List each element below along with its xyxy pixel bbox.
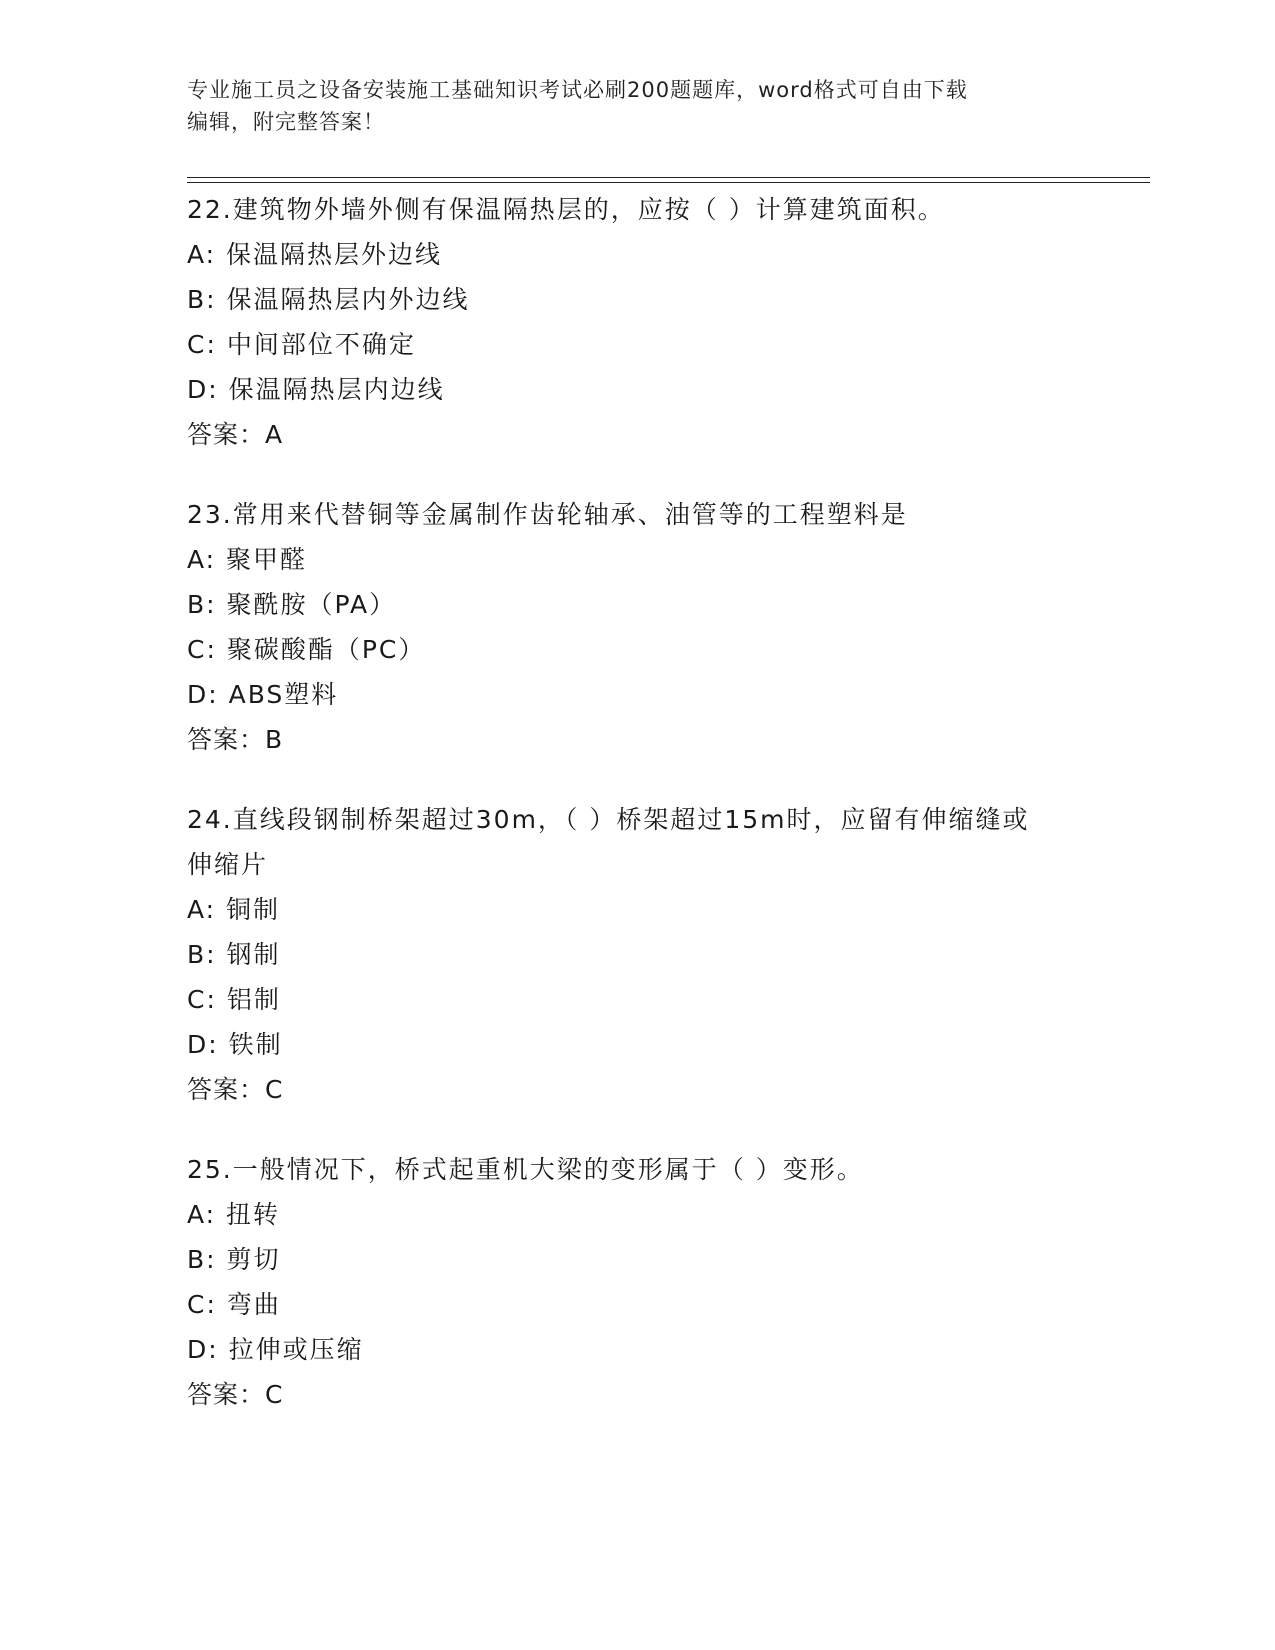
question-24 (187, 797, 1087, 1112)
option-c: C: 聚碳酸酯（PC） (187, 635, 426, 664)
option-a: A: 聚甲醛 (187, 545, 308, 574)
option-a: A: 铜制 (187, 895, 281, 924)
option-b: B: 保温隔热层内外边线 (187, 285, 470, 314)
question-title-line-1: 24.直线段钢制桥架超过30m，（ ）桥架超过15m时，应留有伸缩缝或 (187, 805, 1030, 834)
question-title-line-2: 伸缩片 (187, 850, 269, 879)
answer-label: 答案： (187, 1075, 266, 1104)
answer-value: A (265, 420, 284, 449)
answer-line (187, 1067, 1087, 1112)
option-c: C: 弯曲 (187, 1290, 281, 1319)
question-title: 25.一般情况下，桥式起重机大梁的变形属于（ ）变形。 (187, 1155, 864, 1184)
option-d: D: 拉伸或压缩 (187, 1335, 364, 1364)
answer-line (187, 717, 1087, 762)
option-b: B: 钢制 (187, 940, 281, 969)
option-d: D: 铁制 (187, 1030, 283, 1059)
header-divider-top (187, 177, 1150, 178)
question-22 (187, 187, 1087, 457)
option-d: D: ABS塑料 (187, 680, 339, 709)
option-a: A: 保温隔热层外边线 (187, 240, 443, 269)
question-23 (187, 492, 1087, 762)
option-a: A: 扭转 (187, 1200, 281, 1229)
document-header (187, 74, 1087, 138)
answer-line (187, 412, 1087, 457)
answer-value: C (265, 1380, 284, 1409)
answer-value: C (265, 1075, 284, 1104)
answer-value: B (265, 725, 284, 754)
option-b: B: 剪切 (187, 1245, 281, 1274)
question-title: 22.建筑物外墙外侧有保温隔热层的，应按（ ）计算建筑面积。 (187, 195, 945, 224)
question-title: 23.常用来代替铜等金属制作齿轮轴承、油管等的工程塑料是 (187, 500, 908, 529)
question-25 (187, 1147, 1087, 1417)
answer-label: 答案： (187, 1380, 266, 1409)
header-line-2: 编辑，附完整答案！ (187, 110, 385, 134)
option-d: D: 保温隔热层内边线 (187, 375, 445, 404)
answer-label: 答案： (187, 420, 266, 449)
option-b: B: 聚酰胺（PA） (187, 590, 397, 619)
answer-line (187, 1372, 1087, 1417)
header-line-1: 专业施工员之设备安装施工基础知识考试必刷200题题库，word格式可自由下载 (187, 78, 968, 102)
answer-label: 答案： (187, 725, 266, 754)
header-divider-bottom (187, 182, 1150, 183)
option-c: C: 铝制 (187, 985, 281, 1014)
option-c: C: 中间部位不确定 (187, 330, 416, 359)
